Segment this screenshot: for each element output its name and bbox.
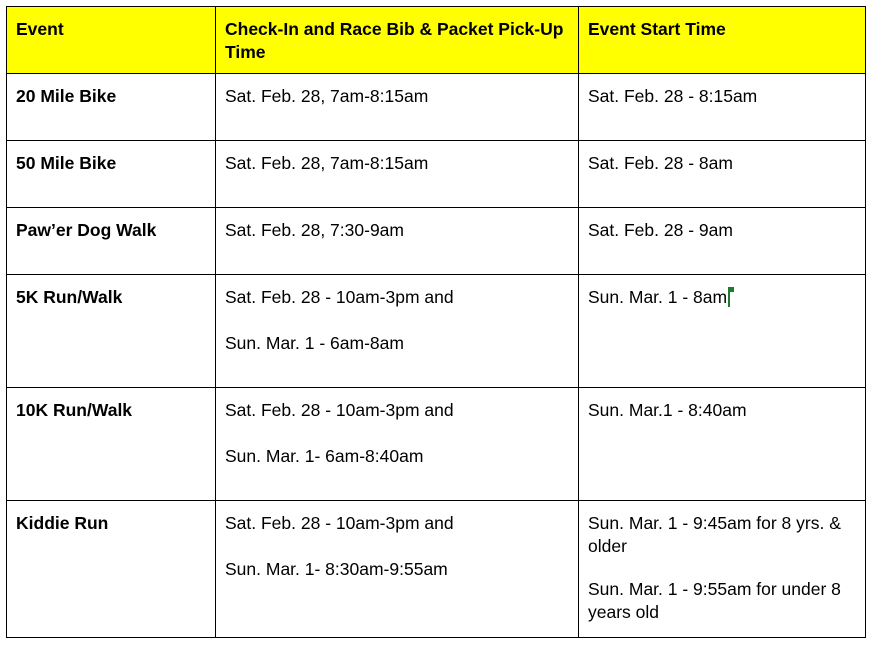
start-time-cell (579, 388, 866, 501)
event-name-cell (7, 501, 216, 638)
header-start-time-label: Event Start Time (588, 19, 726, 39)
header-checkin-label: Check-In and Race Bib & Packet Pick-Up Time (225, 19, 564, 62)
start-time-cell (579, 74, 866, 141)
event-name: Kiddie Run (16, 513, 109, 533)
checkin-time: Sat. Feb. 28 - 10am-3pm and (225, 400, 454, 420)
start-time: Sun. Mar.1 - 8:40am (588, 400, 747, 420)
start-time-cell (579, 141, 866, 208)
checkin-time: Sat. Feb. 28, 7:30-9am (225, 220, 404, 240)
event-name: 5K Run/Walk (16, 287, 123, 307)
table-row (7, 208, 866, 275)
table-row (7, 501, 866, 638)
table-row (7, 74, 866, 141)
start-time: Sat. Feb. 28 - 8am (588, 153, 733, 173)
start-time-cell (579, 501, 866, 638)
checkin-time: Sat. Feb. 28, 7am-8:15am (225, 153, 429, 173)
event-name: 10K Run/Walk (16, 400, 133, 420)
checkin-cell (216, 208, 579, 275)
table-row (7, 388, 866, 501)
checkin-time: Sun. Mar. 1 - 6am-8am (225, 333, 404, 353)
table-row (7, 275, 866, 388)
start-time: Sun. Mar. 1 - 9:45am for 8 yrs. & older (588, 513, 841, 556)
header-row (7, 7, 866, 74)
checkin-time: Sun. Mar. 1- 6am-8:40am (225, 446, 424, 466)
event-name: 20 Mile Bike (16, 86, 117, 106)
checkin-cell (216, 275, 579, 388)
event-name: Paw’er Dog Walk (16, 220, 157, 240)
header-event (7, 7, 216, 74)
event-name-cell (7, 275, 216, 388)
checkin-time: Sat. Feb. 28 - 10am-3pm and (225, 287, 454, 307)
header-checkin (216, 7, 579, 74)
checkin-time: Sat. Feb. 28, 7am-8:15am (225, 86, 429, 106)
start-time-cell (579, 275, 866, 388)
start-time: Sat. Feb. 28 - 9am (588, 220, 733, 240)
start-time: Sat. Feb. 28 - 8:15am (588, 86, 758, 106)
checkin-cell (216, 141, 579, 208)
header-event-label: Event (16, 19, 64, 39)
start-time-cell (579, 208, 866, 275)
checkin-cell (216, 74, 579, 141)
event-name-cell (7, 388, 216, 501)
start-time: Sun. Mar. 1 - 8am (588, 287, 728, 307)
event-schedule-table (6, 6, 866, 638)
header-start-time (579, 7, 866, 74)
event-name-cell (7, 141, 216, 208)
event-name-cell (7, 74, 216, 141)
event-name: 50 Mile Bike (16, 153, 117, 173)
checkin-cell (216, 501, 579, 638)
comment-flag-icon[interactable] (728, 287, 734, 307)
start-time: Sun. Mar. 1 - 9:55am for under 8 years old (588, 579, 841, 622)
table-row (7, 141, 866, 208)
checkin-time: Sun. Mar. 1- 8:30am-9:55am (225, 559, 448, 579)
checkin-time: Sat. Feb. 28 - 10am-3pm and (225, 513, 454, 533)
event-name-cell (7, 208, 216, 275)
checkin-cell (216, 388, 579, 501)
